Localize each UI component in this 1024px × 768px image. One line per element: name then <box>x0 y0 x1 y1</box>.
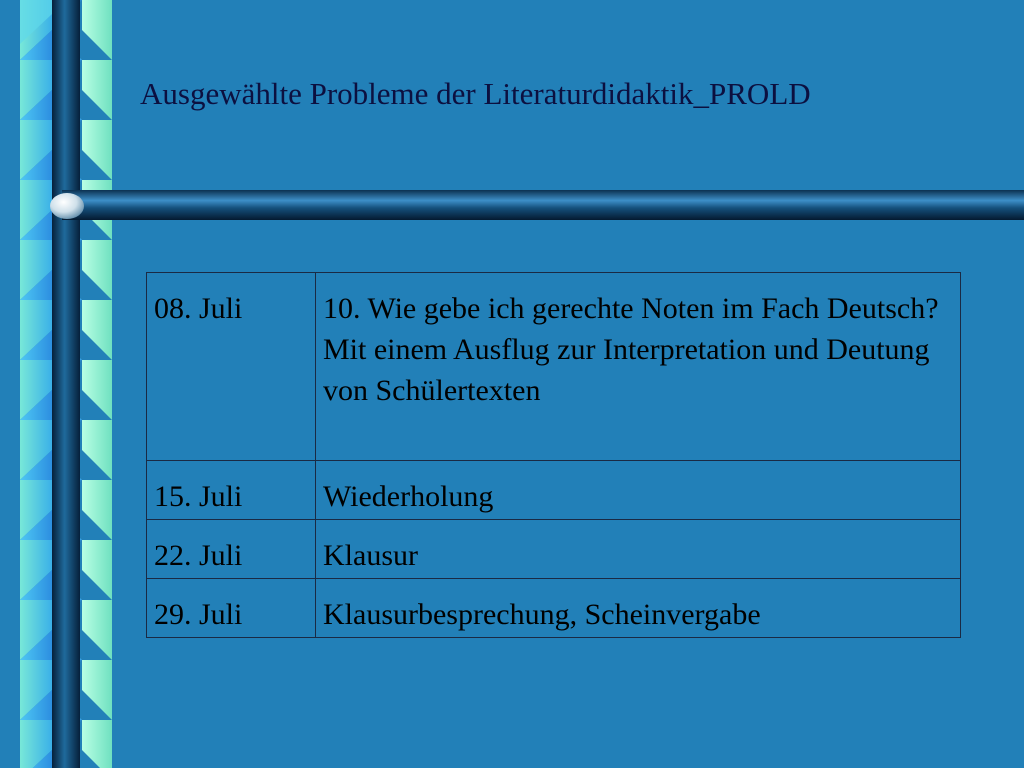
topic-cell: Wiederholung <box>316 461 961 520</box>
table-row <box>147 461 961 520</box>
topic-cell: Klausur <box>316 520 961 579</box>
date-cell: 22. Juli <box>147 520 316 579</box>
schedule-table <box>146 272 961 638</box>
table-row <box>147 520 961 579</box>
date-cell: 08. Juli <box>147 273 316 461</box>
topic-cell: 10. Wie gebe ich gerechte Noten im Fach Deutsch? Mit einem Ausflug zur Interpretation und Deutung von Schülertexten <box>316 273 961 461</box>
date-cell: 15. Juli <box>147 461 316 520</box>
date-cell: 29. Juli <box>147 579 316 638</box>
table-row <box>147 273 961 461</box>
topic-cell: Klausurbesprechung, Scheinvergabe <box>316 579 961 638</box>
table-row <box>147 579 961 638</box>
slide-title: Ausgewählte Probleme der Literaturdidaktik_PROLD <box>140 76 811 111</box>
